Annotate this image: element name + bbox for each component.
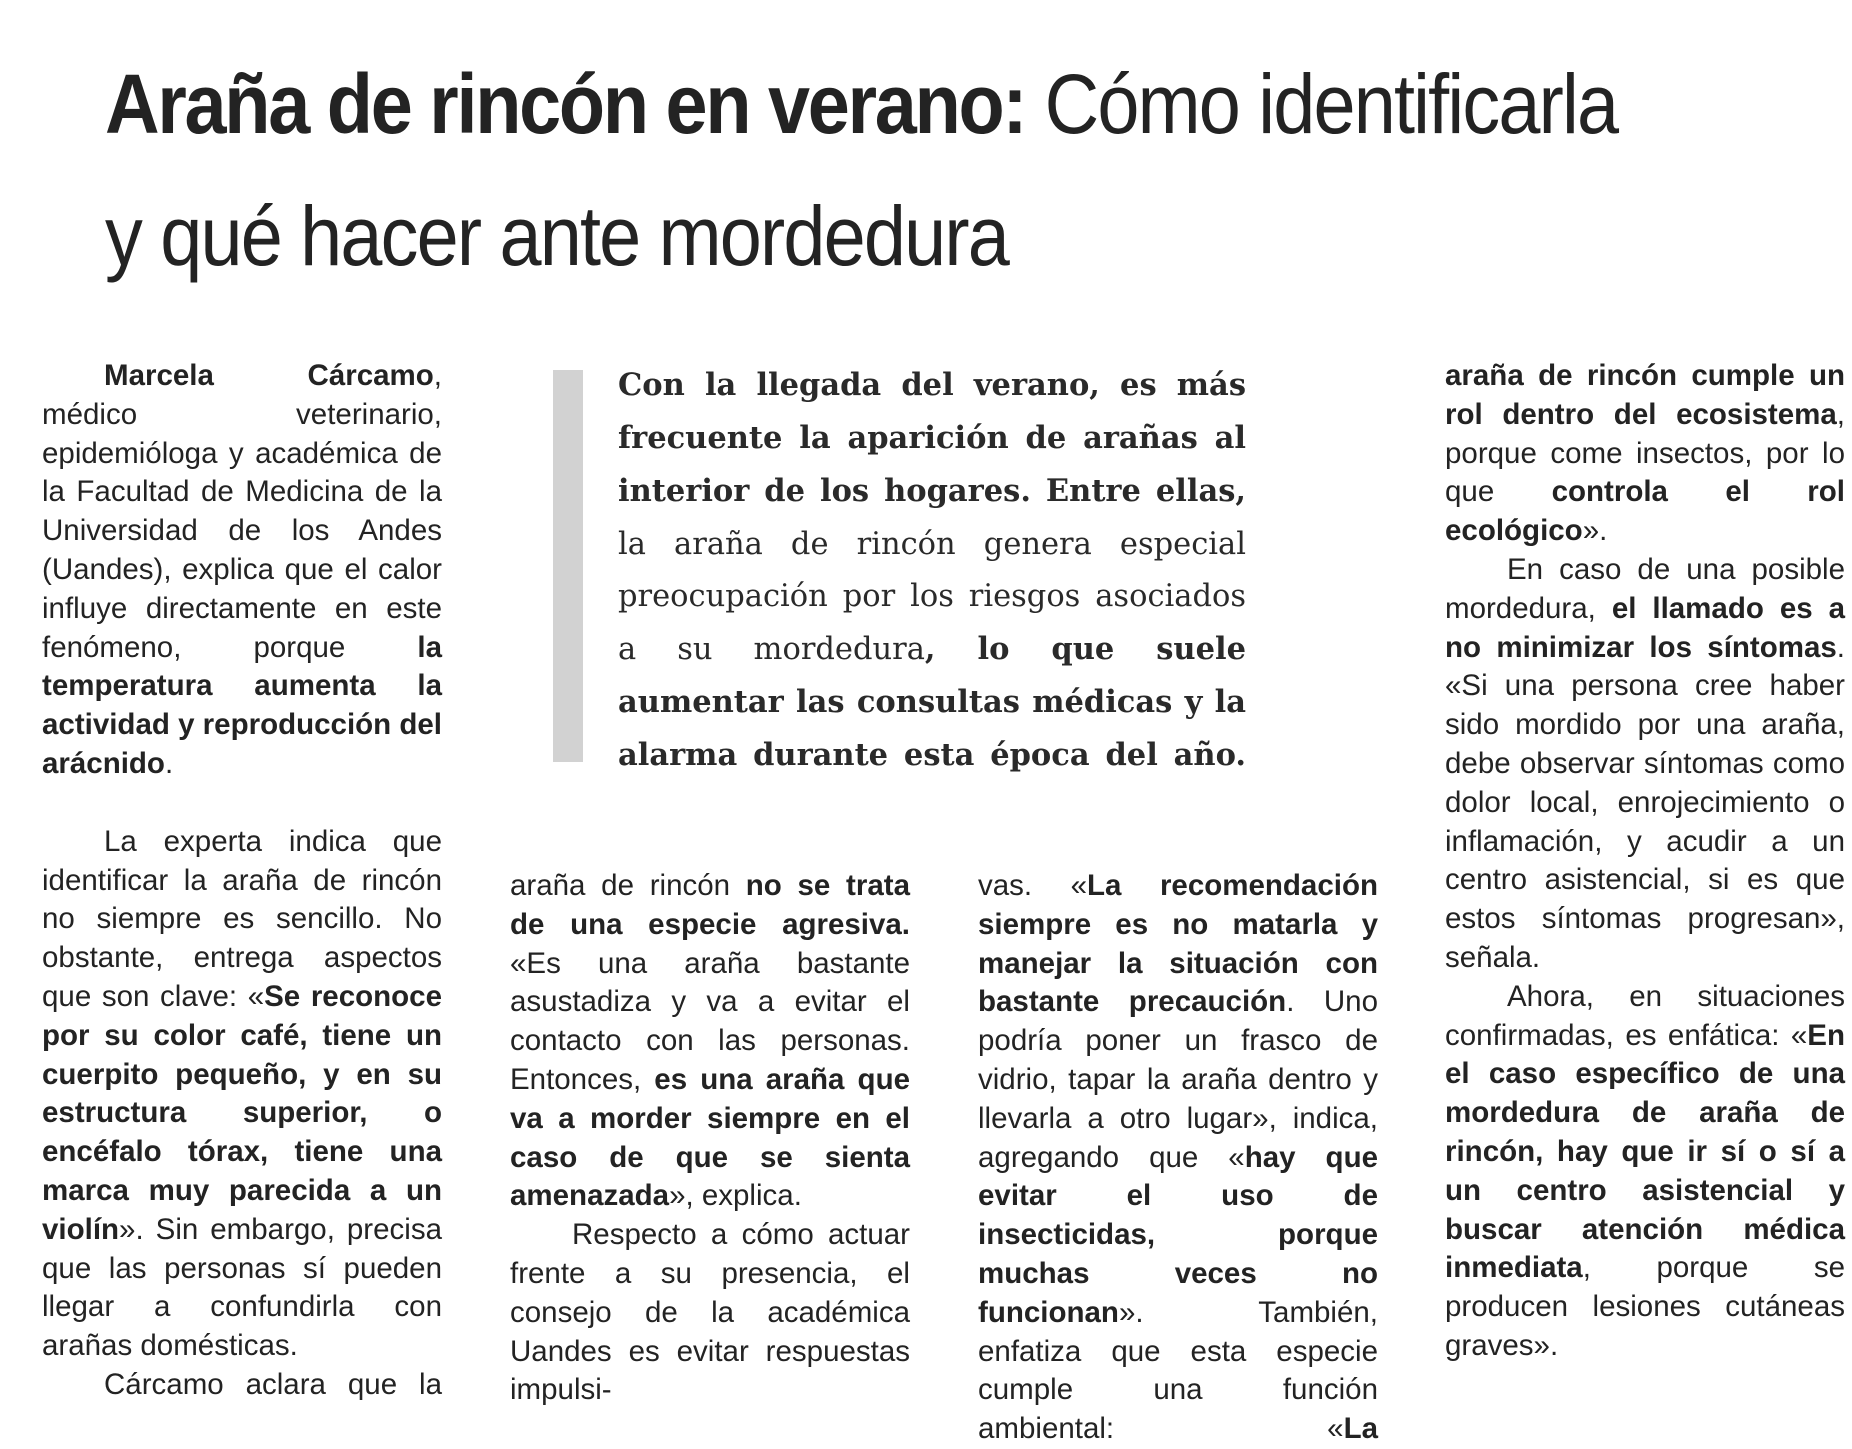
col2-paragraph-2: Respecto a cómo actuar frente a su presencia, el consejo de la académica Uandes es evitar respuestas impulsi- — [510, 1218, 910, 1407]
col4-paragraph-1: araña de rincón cumple un rol dentro del ecosistema, porque come insectos, por lo que controla el rol ecológico». — [1445, 359, 1845, 548]
column-1 — [42, 357, 442, 1405]
column-2 — [510, 867, 910, 1410]
pullquote: Con la llegada del verano, es más frecuente la aparición de arañas al interior de los hogares. Entre ellas, la araña de rincón genera especial preocupación por los riesgos asociados a su mordedura, lo que suele aumentar las consultas médicas y la alarma durante esta época del año. — [618, 367, 1246, 774]
col2-paragraph-1: araña de rincón no se trata de una especie agresiva. «Es una araña bastante asustadiza y va a evitar el contacto con las personas. Entonces, es una araña que va a morder siempre en el caso de que se sienta amenazada», explica. — [510, 869, 911, 1213]
col1-paragraph-3: Cárcamo aclara que la — [104, 1367, 442, 1401]
col1-paragraph-2: La experta indica que identificar la araña de rincón no siempre es sencillo. No obstante, entrega aspectos que son clave: «Se reconoce por su color café, tiene un cuerpito pequeño, y en su estructura superior, o encéfalo tórax, tiene una marca muy parecida a un violín». Sin embargo, precisa que las personas sí pueden llegar a confundirla con arañas domésticas. — [42, 824, 442, 1363]
headline-regular: Cómo identificarla y qué hacer ante mordedura — [105, 57, 1618, 283]
column-4 — [1445, 357, 1845, 1366]
headline — [105, 38, 1671, 302]
col3-paragraph-1: vas. «La recomendación siempre es no matarla y manejar la situación con bastante precaución. Uno podría poner un frasco de vidrio, tapar la araña dentro y llevarla a otro lugar», indica, agregando que «hay que evitar el uso de insecticidas, porque muchas veces no funcionan». También, enfatiza que esta especie cumple una función ambiental: «La — [978, 869, 1379, 1446]
pullquote-bar — [553, 370, 583, 762]
col1-paragraph-1: Marcela Cárcamo, médico veterinario, epidemióloga y académica de la Facultad de Medicina de la Universidad de los Andes (Uandes), explica que el calor influye directamente en este fenómeno, porque la temperatura aumenta la actividad y reproducción del arácnido. — [42, 359, 442, 780]
author-name: Marcela Cárcamo — [104, 359, 434, 392]
column-3 — [978, 867, 1378, 1449]
col4-paragraph-2: En caso de una posible mordedura, el llamado es a no minimizar los síntomas. «Si una persona cree haber sido mordido por una araña, debe observar síntomas como dolor local, enrojecimiento o inflamación, y acudir a un centro asistencial, si es que estos síntomas progresan», señala. — [1445, 552, 1845, 974]
headline-bold: Araña de rincón en verano: — [105, 57, 1026, 151]
col4-paragraph-3: Ahora, en situaciones confirmadas, es enfática: «En el caso específico de una mordedura de araña de rincón, hay que ir sí o sí a un centro asistencial y buscar atención médica inmediata, porque se producen lesiones cutáneas graves». — [1445, 979, 1845, 1362]
